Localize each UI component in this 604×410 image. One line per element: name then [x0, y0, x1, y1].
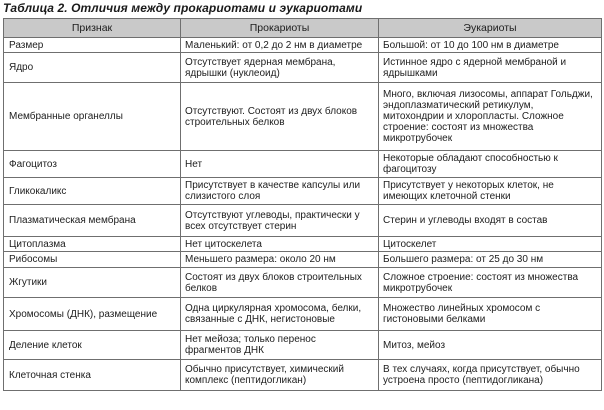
prokaryote-cell: Меньшего размера: около 20 нм — [181, 252, 379, 268]
feature-cell: Плазматическая мембрана — [4, 205, 181, 237]
prokaryote-cell: Одна циркулярная хромосома, белки, связанные с ДНК, негистоновые — [181, 298, 379, 331]
prokaryote-cell: Отсутствует ядерная мембрана, ядрышки (нуклеоид) — [181, 53, 379, 83]
feature-cell: Ядро — [4, 53, 181, 83]
header-feature: Признак — [4, 19, 181, 38]
prokaryote-cell: Маленький: от 0,2 до 2 нм в диаметре — [181, 38, 379, 53]
table-row — [4, 205, 602, 237]
eukaryote-cell: Митоз, мейоз — [379, 331, 602, 360]
eukaryote-cell: Большего размера: от 25 до 30 нм — [379, 252, 602, 268]
table-row — [4, 252, 602, 268]
eukaryote-cell: Большой: от 10 до 100 нм в диаметре — [379, 38, 602, 53]
table-row — [4, 237, 602, 252]
table-row — [4, 178, 602, 205]
table-row — [4, 331, 602, 360]
feature-cell: Гликокаликс — [4, 178, 181, 205]
prokaryote-cell: Нет — [181, 151, 379, 178]
table-row — [4, 53, 602, 83]
eukaryote-cell: Истинное ядро с ядерной мембраной и ядрышками — [379, 53, 602, 83]
table-row — [4, 38, 602, 53]
eukaryote-cell: Сложное строение: состоят из множества микротрубочек — [379, 268, 602, 298]
eukaryote-cell: Много, включая лизосомы, аппарат Гольджи, эндоплазматический ретикулум, митохондрии и хлоропласты. Сложное строение: состоят из множества микротрубочек — [379, 83, 602, 151]
eukaryote-cell: Цитоскелет — [379, 237, 602, 252]
feature-cell: Мембранные органеллы — [4, 83, 181, 151]
eukaryote-cell: Множество линейных хромосом с гистоновыми белками — [379, 298, 602, 331]
eukaryote-cell: Стерин и углеводы входят в состав — [379, 205, 602, 237]
prokaryote-cell: Отсутствуют. Состоят из двух блоков строительных белков — [181, 83, 379, 151]
table-caption: Таблица 2. Отличия между прокариотами и эукариотами — [3, 1, 363, 15]
table-row — [4, 151, 602, 178]
prokaryote-cell: Нет цитоскелета — [181, 237, 379, 252]
prokaryote-cell: Состоят из двух блоков строительных белков — [181, 268, 379, 298]
table-row — [4, 298, 602, 331]
feature-cell: Деление клеток — [4, 331, 181, 360]
table-row — [4, 83, 602, 151]
table-row — [4, 360, 602, 391]
feature-cell: Размер — [4, 38, 181, 53]
eukaryote-cell: В тех случаях, когда присутствует, обычно устроена просто (пептидогликана) — [379, 360, 602, 391]
comparison-table — [3, 18, 602, 391]
table-header-row — [4, 19, 602, 38]
feature-cell: Клеточная стенка — [4, 360, 181, 391]
table-row — [4, 268, 602, 298]
prokaryote-cell: Отсутствуют углеводы, практически у всех отсутствует стерин — [181, 205, 379, 237]
feature-cell: Жгутики — [4, 268, 181, 298]
feature-cell: Цитоплазма — [4, 237, 181, 252]
feature-cell: Фагоцитоз — [4, 151, 181, 178]
prokaryote-cell: Обычно присутствует, химический комплекс (пептидогликан) — [181, 360, 379, 391]
prokaryote-cell: Присутствует в качестве капсулы или слизистого слоя — [181, 178, 379, 205]
eukaryote-cell: Присутствует у некоторых клеток, не имеющих клеточной стенки — [379, 178, 602, 205]
feature-cell: Хромосомы (ДНК), размещение — [4, 298, 181, 331]
feature-cell: Рибосомы — [4, 252, 181, 268]
eukaryote-cell: Некоторые обладают способностью к фагоцитозу — [379, 151, 602, 178]
header-eukaryotes: Эукариоты — [379, 19, 602, 38]
prokaryote-cell: Нет мейоза; только перенос фрагментов ДНК — [181, 331, 379, 360]
header-prokaryotes: Прокариоты — [181, 19, 379, 38]
